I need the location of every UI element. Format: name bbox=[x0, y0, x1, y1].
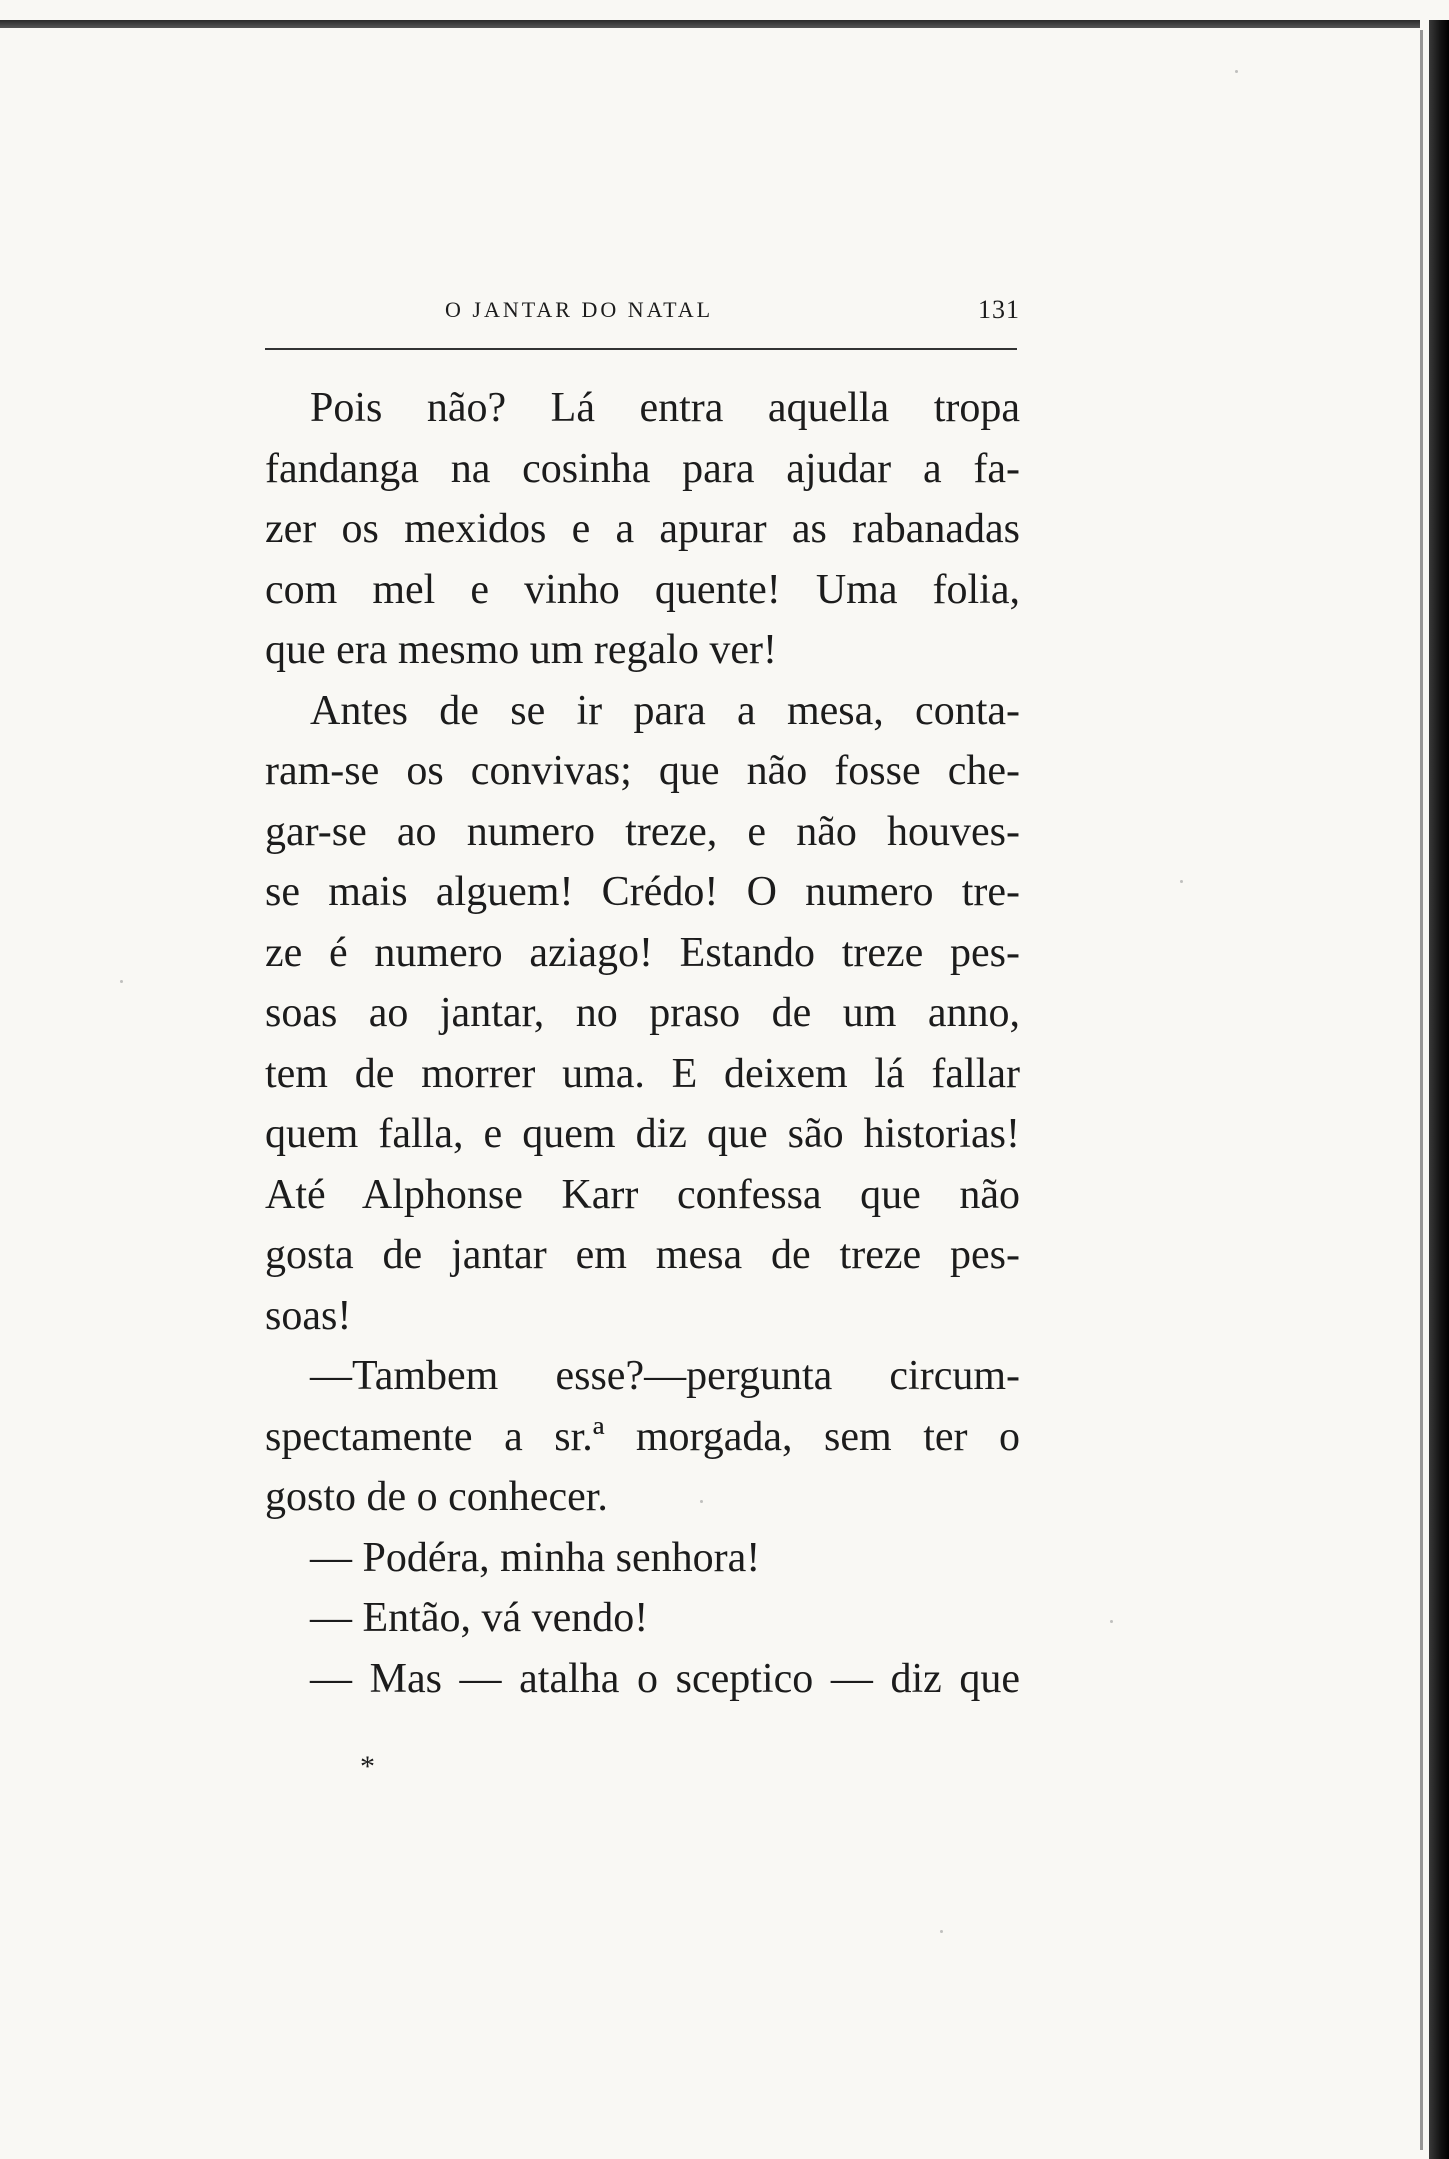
text-line: gosto de o conhecer. bbox=[265, 1474, 608, 1520]
paper-speck bbox=[120, 980, 123, 983]
paper-speck bbox=[1235, 70, 1238, 73]
text-line: soas! bbox=[265, 1292, 352, 1339]
paper-speck bbox=[1110, 1620, 1113, 1623]
text-line: soas ao jantar, no praso de um anno, bbox=[265, 990, 1020, 1036]
paper-speck bbox=[940, 1930, 943, 1933]
page-top-edge-shadow bbox=[0, 20, 1420, 28]
paper-speck bbox=[1180, 880, 1183, 883]
running-title: O JANTAR DO NATAL bbox=[445, 297, 714, 322]
page-number: 131 bbox=[978, 295, 1020, 324]
page-gutter-line bbox=[1420, 30, 1423, 2150]
text-line: Antes de se ir para a mesa, conta- bbox=[310, 687, 1020, 734]
text-line: ze é numero aziago! Estando treze pes- bbox=[265, 929, 1020, 976]
text-line: — Então, vá vendo! bbox=[310, 1595, 649, 1641]
text-line: tem de morrer uma. E deixem lá fallar bbox=[265, 1050, 1020, 1097]
text-line: que era mesmo um regalo ver! bbox=[265, 627, 777, 673]
text-line: gosta de jantar em mesa de treze pes- bbox=[265, 1232, 1020, 1278]
paper-speck bbox=[700, 1500, 703, 1503]
text-line: ram-se os convivas; que não fosse che- bbox=[265, 748, 1020, 794]
text-line: quem falla, e quem diz que são historias! bbox=[265, 1111, 1020, 1157]
page-right-edge-shadow bbox=[1429, 20, 1449, 2159]
text-line: se mais alguem! Crédo! O numero tre- bbox=[265, 869, 1020, 915]
body-text bbox=[265, 378, 1020, 1709]
text-line: zer os mexidos e a apurar as rabanadas bbox=[265, 506, 1020, 552]
text-line: Até Alphonse Karr confessa que não bbox=[265, 1171, 1020, 1218]
text-line: gar-se ao numero treze, e não houves- bbox=[265, 808, 1020, 855]
text-line: — Mas — atalha o sceptico — diz que bbox=[310, 1655, 1020, 1702]
text-line: — Podéra, minha senhora! bbox=[310, 1534, 761, 1581]
text-line: spectamente a sr.ª morgada, sem ter o bbox=[265, 1413, 1020, 1460]
signature-mark: * bbox=[360, 1750, 375, 1783]
text-line: com mel e vinho quente! Uma folia, bbox=[265, 566, 1020, 613]
running-header bbox=[265, 297, 1020, 337]
text-line: —Tambem esse?—pergunta circum- bbox=[310, 1353, 1020, 1399]
header-rule bbox=[265, 348, 1017, 350]
text-line: fandanga na cosinha para ajudar a fa- bbox=[265, 445, 1020, 492]
text-line: Pois não? Lá entra aquella tropa bbox=[310, 385, 1020, 431]
